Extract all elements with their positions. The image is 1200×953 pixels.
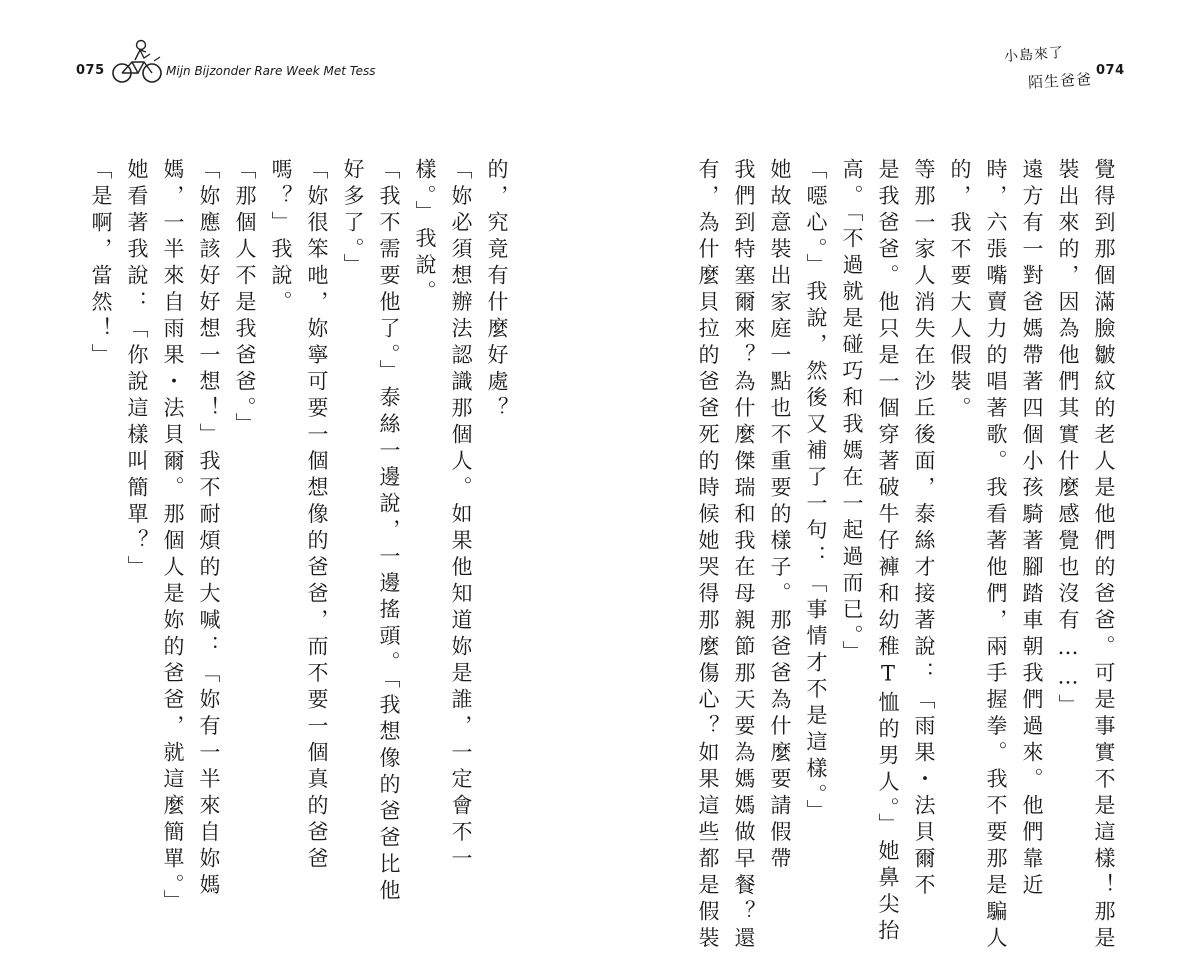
text-column: 我們到特塞爾來？為什麼傑瑞和我在母親節那天要為媽媽做早餐？還 <box>732 158 756 953</box>
text-column: 「妳應該好好想一想！」我不耐煩的大喊：「妳有一半來自妳媽 <box>197 158 221 900</box>
text-column: 「是啊，當然！」 <box>89 158 113 370</box>
book-logo-line1: 小島來了 <box>1003 44 1065 66</box>
book-title-header: Mijn Bijzonder Rare Week Met Tess <box>166 64 376 78</box>
text-column: 遠方有一對爸媽帶著四個小孩騎著腳踏車朝我們過來。他們靠近 <box>1020 158 1044 900</box>
text-column: 覺得到那個滿臉皺紋的老人是他們的爸爸。可是事實不是這樣！那是 <box>1092 158 1116 953</box>
text-column: 等那一家人消失在沙丘後面，泰絲才接著說：「雨果・法貝爾不 <box>912 158 936 900</box>
left-page-number: 075 <box>76 63 105 78</box>
text-column: 樣。」我說。 <box>413 158 437 307</box>
text-column: 「我不需要他了。」泰絲一邊說，一邊搖頭。「我想像的爸爸比他 <box>377 158 401 906</box>
text-column: 嗎？」我說。 <box>269 158 293 317</box>
book-logo-line2: 陌生爸爸 <box>1027 70 1093 92</box>
text-column: 她看著我說：「你說這樣叫簡單？」 <box>125 158 149 582</box>
text-column: 有，為什麼貝拉的爸爸死的時候她哭得那麼傷心？如果這些都是假裝 <box>696 158 720 953</box>
text-column: 媽，一半來自雨果・法貝爾。那個人是妳的爸爸，就這麼簡單。」 <box>161 158 185 916</box>
right-page-number: 074 <box>1096 63 1125 78</box>
text-column: 的，我不要大人假裝。 <box>948 158 972 423</box>
text-column: 好多了。」 <box>341 158 365 280</box>
text-column: 「那個人不是我爸爸。」 <box>233 158 257 439</box>
text-column: 「妳必須想辦法認識那個人。如果他知道妳是誰，一定會不一 <box>449 158 473 874</box>
book-logo <box>1004 44 1104 104</box>
text-column: 「噁心。」我說，然後又補了一句：「事情才不是這樣。」 <box>804 158 828 826</box>
text-column: 她故意裝出家庭一點也不重要的樣子。那爸爸為什麼要請假帶 <box>768 158 792 874</box>
text-column: 時，六張嘴賣力的唱著歌。我看著他們，兩手握拳。我不要那是騙人 <box>984 158 1008 953</box>
text-column: 高。「不過就是碰巧和我媽在一起過而已。」 <box>840 158 864 667</box>
text-column: 「妳很笨吔，妳寧可要一個想像的爸爸，而不要一個真的爸爸 <box>305 158 329 874</box>
text-column: 的，究竟有什麼好處？ <box>485 158 509 423</box>
bicycle-rider-icon <box>110 38 166 84</box>
text-column: 是我爸爸。他只是一個穿著破牛仔褲和幼稚T恤的男人。」她鼻尖抬 <box>876 158 900 946</box>
text-column: 裝出來的，因為他們其實什麼感覺也沒有……」 <box>1056 158 1080 721</box>
